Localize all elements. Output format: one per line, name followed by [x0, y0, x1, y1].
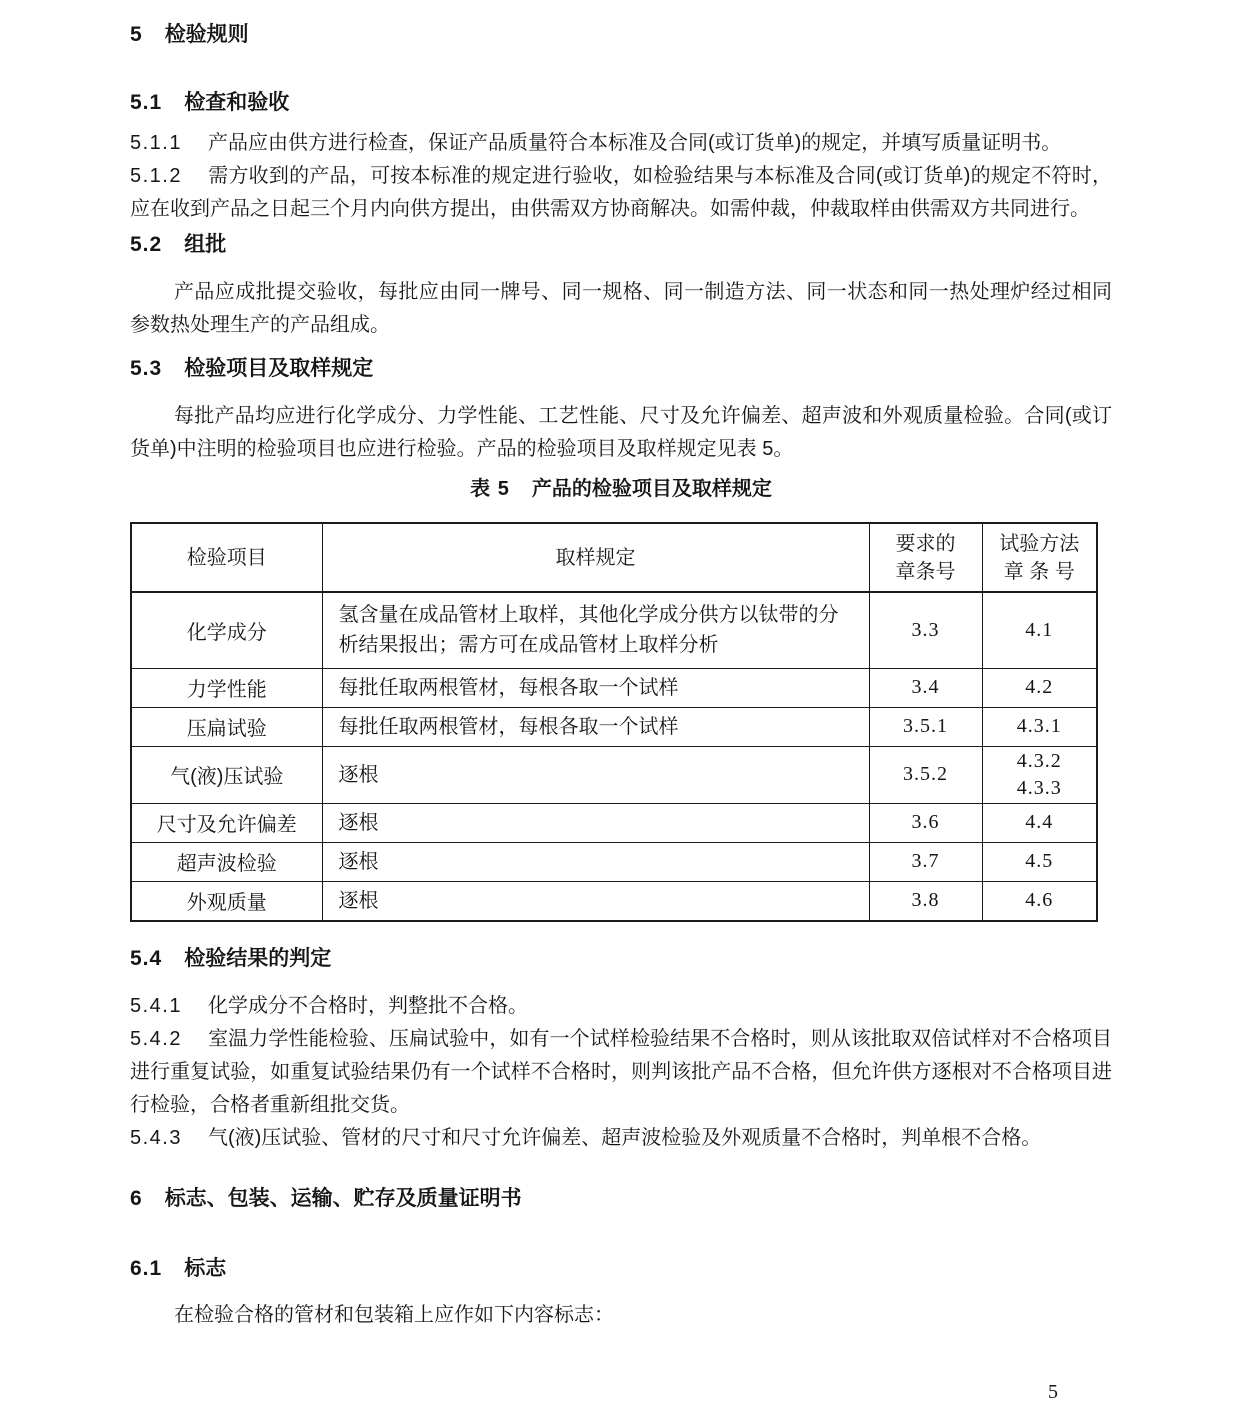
section-6-1-title: 标志: [184, 1257, 227, 1280]
cell-req: 3.5.2: [869, 746, 982, 803]
cell-method: [982, 707, 1097, 746]
paragraph-5-2: 产品应成批提交验收，每批应由同一牌号、同一规格、同一制造方法、同一状态和同一热处理炉经过相同参数热处理生产的产品组成。: [130, 281, 1112, 336]
clause-5-4-3-number: 5.4.3: [130, 1127, 182, 1149]
section-6-number: 6: [130, 1187, 143, 1210]
column-header-req: [869, 523, 982, 592]
section-5-4-number: 5.4: [130, 947, 163, 970]
section-5-2-number: 5.2: [130, 233, 163, 256]
cell-method: [982, 746, 1097, 803]
cell-method-line: 4.5: [1025, 850, 1054, 872]
column-header-method-line1: 试验方法: [999, 532, 1080, 555]
table-row: [131, 803, 1097, 842]
cell-method: [982, 842, 1097, 881]
cell-req: 3.7: [869, 842, 982, 881]
cell-method: [982, 592, 1097, 668]
clause-5-1-1-text: 产品应由供方进行检查，保证产品质量符合本标准及合同(或订货单)的规定，并填写质量证明书。: [207, 132, 1062, 154]
table-5-caption: [130, 474, 1112, 504]
cell-sampling: 逐根: [322, 803, 869, 842]
section-6-title: 标志、包装、运输、贮存及质量证明书: [164, 1187, 522, 1210]
cell-method-line: 4.2: [1025, 676, 1054, 698]
cell-item: 外观质量: [131, 881, 322, 921]
table-5-caption-title: 产品的检验项目及取样规定: [531, 478, 772, 500]
clause-5-1-1-number: 5.1.1: [130, 132, 182, 154]
section-5-3-heading: [130, 354, 1112, 384]
table-row: [131, 746, 1097, 803]
cell-item: 力学性能: [131, 668, 322, 707]
section-5-4-heading: [130, 944, 1112, 974]
section-5-3-title: 检验项目及取样规定: [184, 357, 374, 380]
cell-sampling: 逐根: [322, 842, 869, 881]
cell-item: 超声波检验: [131, 842, 322, 881]
section-5-heading: [130, 20, 1112, 50]
table-row: [131, 842, 1097, 881]
clause-5-4-3: [130, 1122, 1112, 1155]
column-header-req-line2: 章条号: [895, 560, 956, 583]
section-5-2-heading: [130, 230, 1112, 260]
table-row: [131, 707, 1097, 746]
column-header-method: [982, 523, 1097, 592]
column-header-method-line2: 章 条 号: [1003, 560, 1075, 583]
clause-5-1-2-text: 需方收到的产品，可按本标准的规定进行验收，如检验结果与本标准及合同(或订货单)的规定不符时，应在收到产品之日起三个月内向供方提出，由供需双方协商解决。如需仲裁，仲裁取样由供需双方共同进行。: [130, 165, 1112, 220]
clause-5-4-3-text: 气(液)压试验、管材的尺寸和尺寸允许偏差、超声波检验及外观质量不合格时，判单根不合格。: [207, 1127, 1042, 1149]
section-5-1-number: 5.1: [130, 91, 163, 114]
paragraph-5-3: 每批产品均应进行化学成分、力学性能、工艺性能、尺寸及允许偏差、超声波和外观质量检验。合同(或订货单)中注明的检验项目也应进行检验。产品的检验项目及取样规定见表 5。: [130, 405, 1112, 460]
cell-method: [982, 881, 1097, 921]
column-header-sampling: 取样规定: [322, 523, 869, 592]
cell-method-line: 4.3.1: [1016, 715, 1062, 737]
section-5-2-title: 组批: [184, 233, 227, 256]
cell-item: 压扁试验: [131, 707, 322, 746]
table-row: [131, 592, 1097, 668]
cell-sampling: 每批任取两根管材，每根各取一个试样: [322, 707, 869, 746]
cell-sampling: 逐根: [322, 746, 869, 803]
cell-method-line: 4.3.2: [1016, 749, 1062, 772]
clause-5-1-1: [130, 127, 1112, 160]
section-5-1-title: 检查和验收: [184, 91, 290, 114]
cell-sampling: 氢含量在成品管材上取样，其他化学成分供方以钛带的分析结果报出；需方可在成品管材上取样分析: [322, 592, 869, 668]
clause-5-4-1-number: 5.4.1: [130, 995, 182, 1017]
cell-method-line: 4.3.3: [1016, 776, 1062, 799]
table-5: [130, 522, 1098, 922]
table-header-row: [131, 523, 1097, 592]
clause-5-4-1-text: 化学成分不合格时，判整批不合格。: [207, 995, 528, 1017]
cell-method: [982, 803, 1097, 842]
cell-req: 3.4: [869, 668, 982, 707]
section-5-number: 5: [130, 23, 143, 46]
cell-req: 3.3: [869, 592, 982, 668]
section-6-1-heading: [130, 1254, 1112, 1284]
page-number: 5: [1048, 1381, 1058, 1403]
cell-method-line: 4.4: [1025, 811, 1054, 833]
section-5-1-heading: [130, 88, 1112, 118]
cell-item: 气(液)压试验: [131, 746, 322, 803]
cell-method-line: 4.6: [1025, 889, 1054, 912]
clause-5-4-2: [130, 1023, 1112, 1122]
cell-req: 3.8: [869, 881, 982, 921]
clause-5-1-2: [130, 160, 1112, 226]
cell-sampling: 每批任取两根管材，每根各取一个试样: [322, 668, 869, 707]
cell-item: 化学成分: [131, 592, 322, 668]
cell-method: [982, 668, 1097, 707]
section-6-heading: [130, 1184, 1112, 1214]
cell-item: 尺寸及允许偏差: [131, 803, 322, 842]
table-5-caption-label: 表 5: [470, 478, 510, 500]
clause-5-4-2-number: 5.4.2: [130, 1028, 182, 1050]
table-row: [131, 668, 1097, 707]
section-6-1-number: 6.1: [130, 1257, 163, 1280]
paragraph-6-1: 在检验合格的管材和包装箱上应作如下内容标志：: [174, 1304, 614, 1326]
clause-5-1-2-number: 5.1.2: [130, 165, 182, 187]
clause-5-4-1: [130, 990, 1112, 1023]
cell-req: 3.5.1: [869, 707, 982, 746]
section-5-title: 检验规则: [164, 23, 249, 46]
cell-sampling: 逐根: [322, 881, 869, 921]
cell-req: 3.6: [869, 803, 982, 842]
column-header-req-line1: 要求的: [895, 532, 956, 555]
section-5-4-title: 检验结果的判定: [184, 947, 332, 970]
section-5-3-number: 5.3: [130, 357, 163, 380]
table-row: [131, 881, 1097, 921]
clause-5-4-2-text: 室温力学性能检验、压扁试验中，如有一个试样检验结果不合格时，则从该批取双倍试样对不合格项目进行重复试验，如重复试验结果仍有一个试样不合格时，则判该批产品不合格，但允许供方逐根对不合格项目进行检验，合格者重新组批交货。: [130, 1028, 1112, 1116]
column-header-item: 检验项目: [131, 523, 322, 592]
cell-method-line: 4.1: [1025, 618, 1054, 641]
